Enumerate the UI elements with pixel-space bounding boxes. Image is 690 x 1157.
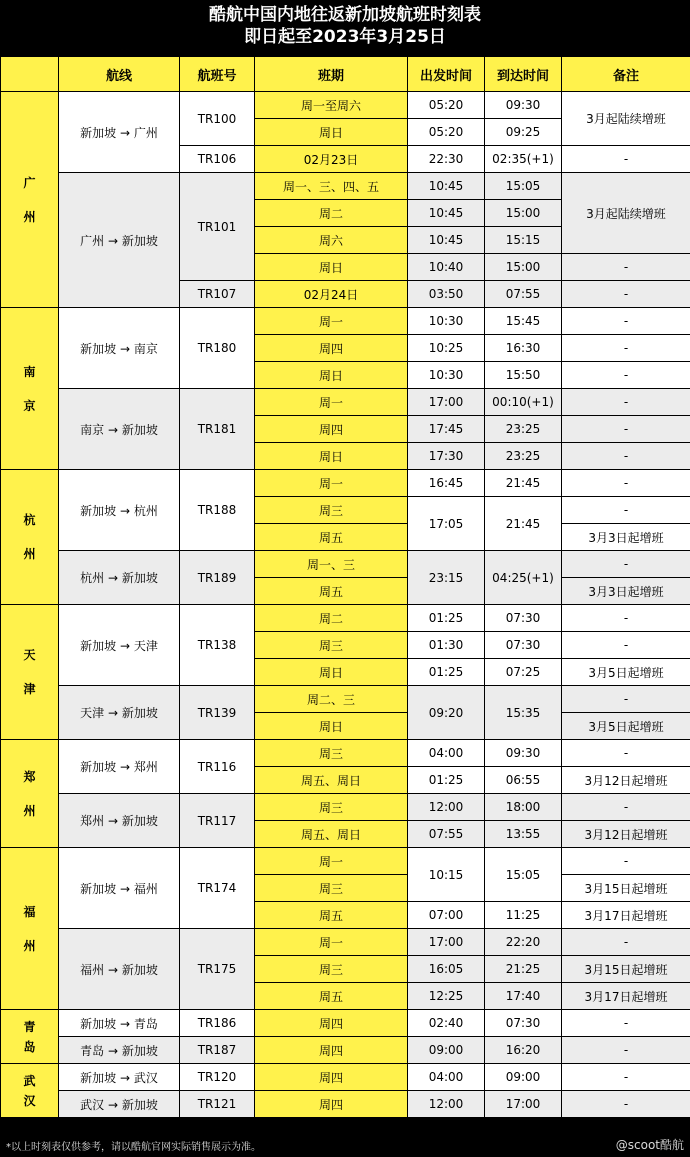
days-cell: 周五、周日 xyxy=(255,767,408,794)
dep-cell: 17:30 xyxy=(408,443,485,470)
route-cell: 新加坡 → 青岛 xyxy=(59,1010,180,1037)
footer-note: *以上时刻表仅供参考，请以酷航官网实际销售展示为准。 xyxy=(6,1142,261,1153)
route-cell: 南京 → 新加坡 xyxy=(59,389,180,470)
dep-cell: 17:00 xyxy=(408,929,485,956)
note-cell: - xyxy=(562,470,690,497)
days-cell: 周一 xyxy=(255,929,408,956)
days-cell: 周一至周六 xyxy=(255,92,408,119)
table-row xyxy=(1,389,690,416)
dep-cell: 04:00 xyxy=(408,740,485,767)
arr-cell: 17:40 xyxy=(485,983,562,1010)
dep-cell: 16:05 xyxy=(408,956,485,983)
header-note: 备注 xyxy=(562,57,690,92)
arr-cell: 21:45 xyxy=(485,497,562,551)
note-cell: 3月5日起增班 xyxy=(562,659,690,686)
route-cell: 新加坡 → 杭州 xyxy=(59,470,180,551)
route-cell: 广州 → 新加坡 xyxy=(59,173,180,308)
city-fuzhou: 福 州 xyxy=(1,848,59,1010)
note-cell: 3月15日起增班 xyxy=(562,956,690,983)
days-cell: 周一 xyxy=(255,389,408,416)
watermark: @scoot酷航 xyxy=(615,1138,684,1152)
arr-cell: 15:35 xyxy=(485,686,562,740)
route-cell: 新加坡 → 南京 xyxy=(59,308,180,389)
dep-cell: 17:45 xyxy=(408,416,485,443)
arr-cell: 02:35(+1) xyxy=(485,146,562,173)
arr-cell: 21:45 xyxy=(485,470,562,497)
days-cell: 周五、周日 xyxy=(255,821,408,848)
note-cell: - xyxy=(562,632,690,659)
dep-cell: 12:00 xyxy=(408,1091,485,1118)
days-cell: 周三 xyxy=(255,875,408,902)
days-cell: 周五 xyxy=(255,902,408,929)
route-cell: 天津 → 新加坡 xyxy=(59,686,180,740)
note-cell: - xyxy=(562,1091,690,1118)
route-cell: 新加坡 → 郑州 xyxy=(59,740,180,794)
flight-cell: TR175 xyxy=(180,929,255,1010)
header-row xyxy=(1,57,690,92)
flight-cell: TR116 xyxy=(180,740,255,794)
arr-cell: 07:30 xyxy=(485,1010,562,1037)
days-cell: 周四 xyxy=(255,1010,408,1037)
arr-cell: 17:00 xyxy=(485,1091,562,1118)
note-cell: - xyxy=(562,929,690,956)
table-row xyxy=(1,470,690,497)
table-row xyxy=(1,308,690,335)
dep-cell: 01:30 xyxy=(408,632,485,659)
flight-cell: TR139 xyxy=(180,686,255,740)
city-guangzhou: 广 州 xyxy=(1,92,59,308)
dep-cell: 07:00 xyxy=(408,902,485,929)
dep-cell: 10:40 xyxy=(408,254,485,281)
arr-cell: 15:05 xyxy=(485,173,562,200)
days-cell: 周一、三 xyxy=(255,551,408,578)
days-cell: 周三 xyxy=(255,632,408,659)
route-cell: 新加坡 → 广州 xyxy=(59,92,180,173)
arr-cell: 06:55 xyxy=(485,767,562,794)
note-cell: - xyxy=(562,389,690,416)
arr-cell: 21:25 xyxy=(485,956,562,983)
arr-cell: 18:00 xyxy=(485,794,562,821)
table-row xyxy=(1,1091,690,1118)
route-cell: 新加坡 → 天津 xyxy=(59,605,180,686)
table-row xyxy=(1,551,690,578)
city-zhengzhou: 郑 州 xyxy=(1,740,59,848)
route-cell: 武汉 → 新加坡 xyxy=(59,1091,180,1118)
days-cell: 周四 xyxy=(255,1064,408,1091)
dep-cell: 10:45 xyxy=(408,227,485,254)
arr-cell: 09:30 xyxy=(485,740,562,767)
arr-cell: 15:05 xyxy=(485,848,562,902)
days-cell: 周三 xyxy=(255,497,408,524)
dep-cell: 10:15 xyxy=(408,848,485,902)
arr-cell: 00:10(+1) xyxy=(485,389,562,416)
arr-cell: 07:30 xyxy=(485,632,562,659)
dep-cell: 01:25 xyxy=(408,767,485,794)
note-cell: - xyxy=(562,416,690,443)
dep-cell: 12:00 xyxy=(408,794,485,821)
note-cell: 3月17日起增班 xyxy=(562,983,690,1010)
arr-cell: 07:55 xyxy=(485,281,562,308)
note-cell: 3月17日起增班 xyxy=(562,902,690,929)
city-qingdao: 青 岛 xyxy=(1,1010,59,1064)
flight-cell: TR117 xyxy=(180,794,255,848)
dep-cell: 09:20 xyxy=(408,686,485,740)
dep-cell: 17:00 xyxy=(408,389,485,416)
note-cell: - xyxy=(562,146,690,173)
arr-cell: 23:25 xyxy=(485,416,562,443)
note-cell: 3月15日起增班 xyxy=(562,875,690,902)
note-cell: 3月起陆续增班 xyxy=(562,173,690,254)
title-line-2: 即日起至2023年3月25日 xyxy=(244,27,446,47)
days-cell: 周日 xyxy=(255,119,408,146)
table-row xyxy=(1,686,690,713)
days-cell: 02月24日 xyxy=(255,281,408,308)
flight-cell: TR138 xyxy=(180,605,255,686)
flight-cell: TR189 xyxy=(180,551,255,605)
days-cell: 周四 xyxy=(255,416,408,443)
table-row xyxy=(1,173,690,200)
table-row xyxy=(1,848,690,875)
days-cell: 周一 xyxy=(255,308,408,335)
dep-cell: 10:45 xyxy=(408,173,485,200)
flight-cell: TR187 xyxy=(180,1037,255,1064)
dep-cell: 02:40 xyxy=(408,1010,485,1037)
dep-cell: 23:15 xyxy=(408,551,485,605)
arr-cell: 15:00 xyxy=(485,254,562,281)
city-tianjin: 天 津 xyxy=(1,605,59,740)
note-cell: - xyxy=(562,605,690,632)
note-cell: - xyxy=(562,848,690,875)
header-arrival: 到达时间 xyxy=(485,57,562,92)
dep-cell: 07:55 xyxy=(408,821,485,848)
note-cell: 3月12日起增班 xyxy=(562,821,690,848)
note-cell: - xyxy=(562,686,690,713)
title-line-1: 酷航中国内地往返新加坡航班时刻表 xyxy=(209,5,481,25)
header-days: 班期 xyxy=(255,57,408,92)
arr-cell: 15:45 xyxy=(485,308,562,335)
table-row xyxy=(1,1037,690,1064)
page-title xyxy=(0,0,690,56)
note-cell: - xyxy=(562,1064,690,1091)
note-cell: - xyxy=(562,1037,690,1064)
dep-cell: 04:00 xyxy=(408,1064,485,1091)
dep-cell: 12:25 xyxy=(408,983,485,1010)
arr-cell: 15:15 xyxy=(485,227,562,254)
city-wuhan: 武 汉 xyxy=(1,1064,59,1118)
note-cell: - xyxy=(562,1010,690,1037)
days-cell: 周日 xyxy=(255,254,408,281)
note-cell: - xyxy=(562,308,690,335)
days-cell: 周五 xyxy=(255,524,408,551)
route-cell: 福州 → 新加坡 xyxy=(59,929,180,1010)
dep-cell: 05:20 xyxy=(408,92,485,119)
arr-cell: 07:25 xyxy=(485,659,562,686)
arr-cell: 09:30 xyxy=(485,92,562,119)
footer xyxy=(0,1133,690,1157)
note-cell: - xyxy=(562,335,690,362)
days-cell: 周二、三 xyxy=(255,686,408,713)
table-row xyxy=(1,929,690,956)
route-cell: 新加坡 → 武汉 xyxy=(59,1064,180,1091)
table-row xyxy=(1,605,690,632)
dep-cell: 09:00 xyxy=(408,1037,485,1064)
flight-cell: TR107 xyxy=(180,281,255,308)
days-cell: 周一 xyxy=(255,848,408,875)
flight-cell: TR174 xyxy=(180,848,255,929)
note-cell: 3月起陆续增班 xyxy=(562,92,690,146)
arr-cell: 04:25(+1) xyxy=(485,551,562,605)
dep-cell: 17:05 xyxy=(408,497,485,551)
flight-cell: TR120 xyxy=(180,1064,255,1091)
days-cell: 周一、三、四、五 xyxy=(255,173,408,200)
note-cell: - xyxy=(562,254,690,281)
days-cell: 周四 xyxy=(255,335,408,362)
flight-cell: TR181 xyxy=(180,389,255,470)
route-cell: 青岛 → 新加坡 xyxy=(59,1037,180,1064)
dep-cell: 01:25 xyxy=(408,659,485,686)
header-route: 航线 xyxy=(59,57,180,92)
days-cell: 02月23日 xyxy=(255,146,408,173)
days-cell: 周一 xyxy=(255,470,408,497)
arr-cell: 13:55 xyxy=(485,821,562,848)
city-hangzhou: 杭 州 xyxy=(1,470,59,605)
note-cell: - xyxy=(562,362,690,389)
arr-cell: 23:25 xyxy=(485,443,562,470)
flight-cell: TR106 xyxy=(180,146,255,173)
days-cell: 周日 xyxy=(255,659,408,686)
arr-cell: 16:20 xyxy=(485,1037,562,1064)
route-cell: 新加坡 → 福州 xyxy=(59,848,180,929)
arr-cell: 11:25 xyxy=(485,902,562,929)
dep-cell: 03:50 xyxy=(408,281,485,308)
arr-cell: 16:30 xyxy=(485,335,562,362)
flight-cell: TR186 xyxy=(180,1010,255,1037)
dep-cell: 05:20 xyxy=(408,119,485,146)
arr-cell: 09:00 xyxy=(485,1064,562,1091)
schedule-table xyxy=(0,56,690,1118)
note-cell: - xyxy=(562,794,690,821)
dep-cell: 01:25 xyxy=(408,605,485,632)
dep-cell: 22:30 xyxy=(408,146,485,173)
days-cell: 周日 xyxy=(255,713,408,740)
dep-cell: 16:45 xyxy=(408,470,485,497)
dep-cell: 10:30 xyxy=(408,308,485,335)
table-row xyxy=(1,92,690,119)
note-cell: - xyxy=(562,497,690,524)
table-row xyxy=(1,1010,690,1037)
flight-cell: TR188 xyxy=(180,470,255,551)
header-departure: 出发时间 xyxy=(408,57,485,92)
dep-cell: 10:25 xyxy=(408,335,485,362)
arr-cell: 15:50 xyxy=(485,362,562,389)
days-cell: 周四 xyxy=(255,1091,408,1118)
days-cell: 周日 xyxy=(255,362,408,389)
table-row xyxy=(1,1064,690,1091)
days-cell: 周五 xyxy=(255,983,408,1010)
days-cell: 周二 xyxy=(255,200,408,227)
days-cell: 周日 xyxy=(255,443,408,470)
arr-cell: 15:00 xyxy=(485,200,562,227)
note-cell: - xyxy=(562,281,690,308)
days-cell: 周三 xyxy=(255,740,408,767)
note-cell: 3月3日起增班 xyxy=(562,578,690,605)
days-cell: 周三 xyxy=(255,956,408,983)
note-cell: 3月3日起增班 xyxy=(562,524,690,551)
header-flight: 航班号 xyxy=(180,57,255,92)
dep-cell: 10:30 xyxy=(408,362,485,389)
table-row xyxy=(1,794,690,821)
arr-cell: 09:25 xyxy=(485,119,562,146)
flight-cell: TR100 xyxy=(180,92,255,146)
arr-cell: 22:20 xyxy=(485,929,562,956)
days-cell: 周三 xyxy=(255,794,408,821)
route-cell: 杭州 → 新加坡 xyxy=(59,551,180,605)
days-cell: 周六 xyxy=(255,227,408,254)
flight-cell: TR101 xyxy=(180,173,255,281)
header-corner xyxy=(1,57,59,92)
note-cell: - xyxy=(562,443,690,470)
city-nanjing: 南 京 xyxy=(1,308,59,470)
flight-cell: TR121 xyxy=(180,1091,255,1118)
days-cell: 周五 xyxy=(255,578,408,605)
note-cell: - xyxy=(562,740,690,767)
note-cell: 3月5日起增班 xyxy=(562,713,690,740)
table-row xyxy=(1,740,690,767)
flight-cell: TR180 xyxy=(180,308,255,389)
route-cell: 郑州 → 新加坡 xyxy=(59,794,180,848)
arr-cell: 07:30 xyxy=(485,605,562,632)
days-cell: 周四 xyxy=(255,1037,408,1064)
dep-cell: 10:45 xyxy=(408,200,485,227)
days-cell: 周二 xyxy=(255,605,408,632)
note-cell: - xyxy=(562,551,690,578)
note-cell: 3月12日起增班 xyxy=(562,767,690,794)
